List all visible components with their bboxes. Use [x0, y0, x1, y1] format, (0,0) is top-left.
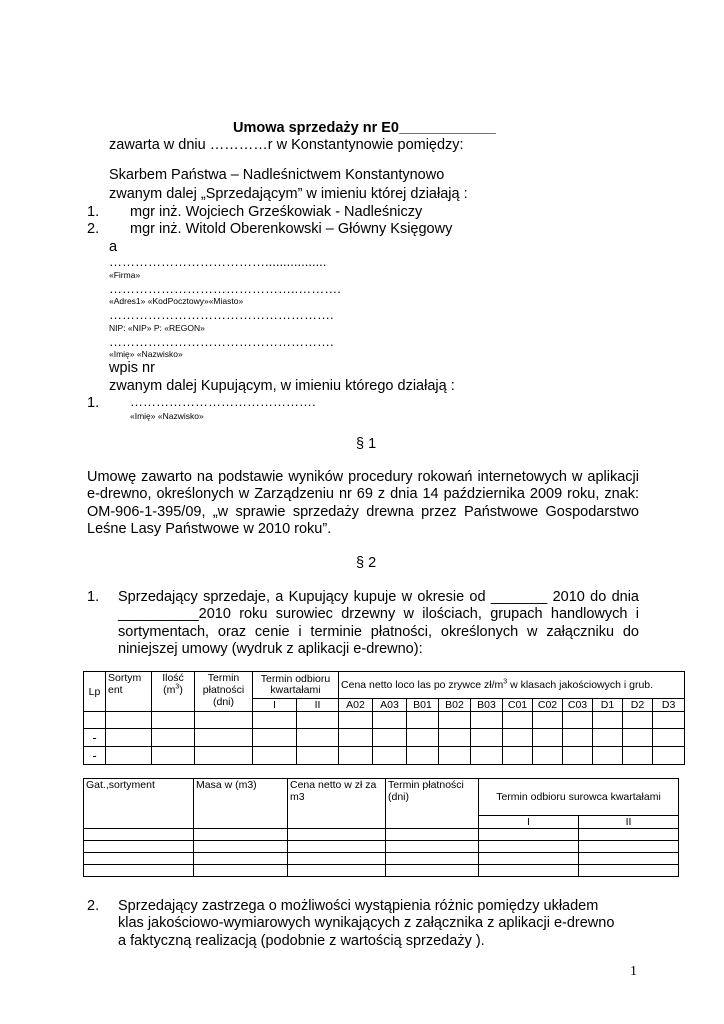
seller-rep-2: mgr inż. Witold Oberenkowski – Główny Księgowy	[130, 221, 453, 237]
table-row	[84, 853, 679, 865]
row-mark	[84, 712, 106, 729]
table-row	[84, 829, 679, 841]
buyer-name-label: «Imię» «Nazwisko»	[109, 349, 183, 359]
item-2-text: Sprzedający zastrzega o możliwości wystąpienia różnic pomiędzy układem klas jakościowo-wymiarowych wynikających z załącznika z aplikacji e-drewno a faktyczną realizacją (podobnie z wartością sprzedaży ).	[118, 898, 615, 949]
class-c02: C02	[533, 699, 563, 712]
section-2-heading: § 2	[356, 555, 377, 571]
buyer-line: zwanym dalej Kupującym, w imieniu którego działają :	[109, 378, 455, 394]
header-cena-sup: 3	[503, 678, 508, 686]
title-text: Umowa sprzedaży nr E0	[233, 120, 399, 136]
class-a02: A02	[339, 699, 373, 712]
seller-rep-1: mgr inż. Wojciech Grześkowiak - Nadleśniczy	[130, 204, 423, 220]
buyer-nip-label: NIP: «NIP» P: «REGON»	[109, 323, 205, 333]
buyer-address-label: «Adres1» «KodPocztowy»«Miasto»	[109, 296, 244, 306]
seller-line-2: zwanym dalej „Sprzedającym” w imieniu której działają :	[109, 186, 468, 202]
class-d1: D1	[593, 699, 623, 712]
item-1-text: Sprzedający sprzedaje, a Kupujący kupuje w okresie od _______ 2010 do dnia __________2010 roku surowiec drzewny w ilościach, grupach handlowych i sortymentach, oraz cenie i terminie płatności, określonych w załączniku do niniejszej umowy (wydruk z aplikacji e-drewno):	[118, 589, 639, 658]
buyer-rep-num: 1.	[87, 395, 100, 411]
document-title	[233, 120, 496, 137]
seller-line-1: Skarbem Państwa – Nadleśnictwem Konstantynowo	[109, 167, 445, 183]
class-b01: B01	[407, 699, 439, 712]
buyer-nip-dots: …………………………………………….	[109, 307, 334, 322]
header-masa: Masa w (m3)	[194, 779, 288, 829]
header-ilosc-unit: (m	[163, 684, 176, 696]
header-cena	[339, 672, 685, 699]
class-c01: C01	[503, 699, 533, 712]
section-1-heading: § 1	[356, 436, 377, 452]
quarter-i-2: I	[479, 816, 579, 829]
table-row	[84, 712, 685, 729]
row-mark: -	[84, 747, 106, 765]
quarter-ii: II	[297, 699, 339, 712]
header-ilosc-sup: 3	[175, 683, 180, 691]
quarter-i: I	[253, 699, 297, 712]
header-ilosc	[152, 672, 195, 712]
header-ilosc-text: Ilość	[162, 672, 184, 684]
header-ilosc-close: )	[179, 684, 183, 696]
header-termin-odbioru: Termin odbioru kwartałami	[253, 672, 339, 699]
header-cena-text: Cena netto loco las po zrywce zł/m	[341, 679, 504, 691]
header-sortyment: Sortym ent	[106, 672, 152, 712]
row-mark: -	[84, 729, 106, 747]
and-line: a	[109, 239, 118, 255]
table-row	[84, 865, 679, 877]
header-cena-netto: Cena netto w zł za m3	[288, 779, 386, 829]
table-row	[84, 747, 685, 765]
class-b02: B02	[439, 699, 471, 712]
item-1-num: 1.	[87, 589, 100, 605]
buyer-address-dots: ……………………………………..……….	[109, 281, 341, 296]
seller-rep-num-2: 2.	[87, 221, 100, 237]
header-lp: Lp	[84, 672, 106, 712]
class-d3: D3	[653, 699, 685, 712]
table-row	[84, 841, 679, 853]
quarter-ii-2: II	[579, 816, 679, 829]
buyer-firma-dots: ……………………………….................	[109, 254, 327, 269]
table-row	[84, 729, 685, 747]
header-termin-platnosci: Termin płatności (dni)	[195, 672, 253, 712]
title-blank: ____________	[399, 120, 496, 136]
concluded-line: zawarta w dniu …………r w Konstantynowie pomiędzy:	[109, 137, 464, 153]
buyer-rep-dots: …………………………………….	[130, 394, 316, 409]
price-table	[83, 671, 685, 765]
assortment-table	[83, 778, 679, 877]
class-b03: B03	[471, 699, 503, 712]
header-cena-suffix: w klasach jakościowych i grub.	[507, 679, 654, 691]
section-1-paragraph: Umowę zawarto na podstawie wyników procedury rokowań internetowych w aplikacji e-drewno, określonych w Zarządzeniu nr 69 z dnia 14 października 2009 roku, znak: OM-906-1-395/09, „w sprawie sprzedaży drewna przez Państwowe Gospodarstwo Leśne Lasy Państwowe w 2010 roku”.	[87, 469, 639, 538]
item-2-num: 2.	[87, 898, 100, 914]
page-number: 1	[630, 964, 637, 979]
seller-rep-num-1: 1.	[87, 204, 100, 220]
header-gat-sortyment: Gat.,sortyment	[84, 779, 194, 829]
buyer-firma-label: «Firma»	[109, 270, 141, 280]
header-termin-platnosci-2: Termin płatności (dni)	[386, 779, 479, 829]
class-a03: A03	[373, 699, 407, 712]
class-c03: C03	[563, 699, 593, 712]
buyer-rep-label: «Imię» «Nazwisko»	[130, 411, 204, 421]
header-termin-odbioru-2: Termin odbioru surowca kwartałami	[479, 779, 679, 816]
class-d2: D2	[623, 699, 653, 712]
buyer-name-dots: …………………………………………….	[109, 334, 334, 349]
wpis-line: wpis nr	[109, 360, 155, 376]
